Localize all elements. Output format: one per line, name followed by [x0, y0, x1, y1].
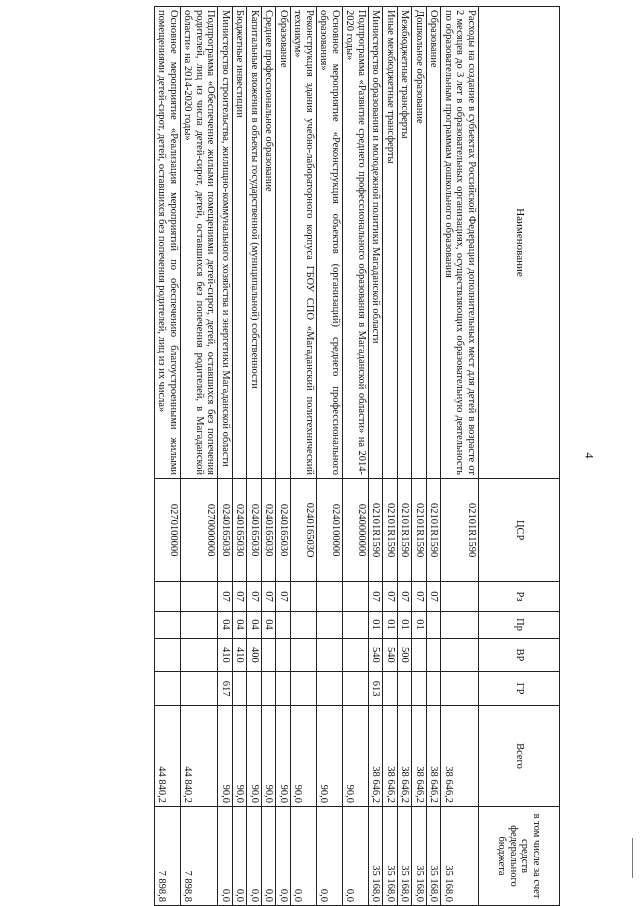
table-row	[262, 7, 277, 906]
cell-vr	[427, 638, 442, 672]
cell-csr: 0270100000	[155, 478, 181, 581]
cell-csr: 0240165030	[218, 478, 233, 581]
cell-csr: 0240100000	[317, 478, 343, 581]
cell-rz	[343, 582, 369, 611]
cell-gr	[383, 672, 398, 706]
cell-federal: 0,0	[247, 807, 262, 906]
cell-name: Реконструкция здания учебно-лабораторного корпуса ГБОУ СПО «Магаданский политехнический техникум»	[291, 7, 317, 479]
cell-federal: 35 168,0	[383, 807, 398, 906]
table-row	[317, 7, 343, 906]
cell-csr: 024016503О	[291, 478, 317, 581]
cell-csr: 02101R1590	[441, 478, 479, 581]
header-total: Всего	[479, 705, 560, 806]
cell-rz	[291, 582, 317, 611]
cell-pr	[343, 611, 369, 638]
header-federal: в том числе за счет средств федерального бюджета	[479, 807, 560, 906]
header-rz: Рз	[479, 582, 560, 611]
cell-total: 38 646,2	[412, 705, 427, 806]
cell-pr: 01	[398, 611, 413, 638]
page-number: 4	[582, 452, 597, 459]
cell-rz: 07	[233, 582, 248, 611]
cell-vr	[276, 638, 291, 672]
cell-vr: 400	[247, 638, 262, 672]
cell-pr	[441, 611, 479, 638]
cell-gr: 617	[218, 672, 233, 706]
cell-total: 90,0	[317, 705, 343, 806]
cell-csr: 0240165030	[233, 478, 248, 581]
cell-federal: 7 898,8	[155, 807, 181, 906]
cell-csr: 0240165030	[247, 478, 262, 581]
cell-csr: 0240165030	[276, 478, 291, 581]
cell-name: Министерство строительства, жилищно-коммунального хозяйства и энергетики Магаданской области	[218, 7, 233, 479]
budget-table	[154, 6, 560, 906]
table-row	[427, 7, 442, 906]
header-pr: Пр	[479, 611, 560, 638]
table-row	[383, 7, 398, 906]
cell-csr: 0240000000	[343, 478, 369, 581]
cell-federal: 0,0	[218, 807, 233, 906]
cell-pr: 01	[412, 611, 427, 638]
cell-vr: 410	[218, 638, 233, 672]
cell-gr	[441, 672, 479, 706]
cell-vr	[343, 638, 369, 672]
table-row	[181, 7, 219, 906]
cell-pr	[291, 611, 317, 638]
cell-csr: 02101R1590	[369, 478, 384, 581]
cell-rz	[441, 582, 479, 611]
cell-csr: 02101R1590	[427, 478, 442, 581]
cell-federal: 0,0	[262, 807, 277, 906]
table-row	[398, 7, 413, 906]
cell-gr	[262, 672, 277, 706]
cell-total: 90,0	[233, 705, 248, 806]
table-row	[218, 7, 233, 906]
cell-gr	[343, 672, 369, 706]
cell-total: 44 840,2	[181, 705, 219, 806]
cell-gr	[398, 672, 413, 706]
cell-vr	[441, 638, 479, 672]
cell-federal: 0,0	[343, 807, 369, 906]
cell-gr	[276, 672, 291, 706]
cell-gr	[181, 672, 219, 706]
cell-total: 90,0	[247, 705, 262, 806]
table-row	[412, 7, 427, 906]
cell-total: 90,0	[343, 705, 369, 806]
cell-name: Дошкольное образование	[412, 7, 427, 479]
cell-total: 38 646,2	[441, 705, 479, 806]
cell-pr	[181, 611, 219, 638]
cell-pr: 04	[218, 611, 233, 638]
cell-pr	[427, 611, 442, 638]
cell-federal: 7 898,8	[181, 807, 219, 906]
table-row	[291, 7, 317, 906]
table-row	[343, 7, 369, 906]
cell-name: Среднее профессиональное образование	[262, 7, 277, 479]
cell-federal: 35 168,0	[398, 807, 413, 906]
cell-rz	[155, 582, 181, 611]
cell-name: Капитальные вложения в объекты государственной (муниципальной) собственности	[247, 7, 262, 479]
cell-total: 38 646,2	[427, 705, 442, 806]
cell-rz: 07	[412, 582, 427, 611]
header-name: Наименование	[479, 7, 560, 479]
header-vr: ВР	[479, 638, 560, 672]
cell-gr	[247, 672, 262, 706]
cell-vr	[412, 638, 427, 672]
scan-edge-line	[632, 838, 633, 878]
cell-vr	[181, 638, 219, 672]
header-csr: ЦСР	[479, 478, 560, 581]
cell-federal: 35 168,0	[441, 807, 479, 906]
cell-rz	[317, 582, 343, 611]
cell-total: 90,0	[276, 705, 291, 806]
cell-rz: 07	[247, 582, 262, 611]
table-body	[155, 7, 479, 906]
cell-name: Бюджетные инвестиции	[233, 7, 248, 479]
cell-name: Министерство образования и молодежной политики Магаданской области	[369, 7, 384, 479]
table-header-row	[479, 7, 560, 906]
table-row	[247, 7, 262, 906]
cell-federal: 35 168,0	[369, 807, 384, 906]
cell-pr: 04	[247, 611, 262, 638]
cell-name: Основное мероприятие «Реконструкция объектов (организаций) среднего профессионального образования»	[317, 7, 343, 479]
table-row	[276, 7, 291, 906]
cell-rz: 07	[398, 582, 413, 611]
table-row	[233, 7, 248, 906]
cell-name: Образование	[427, 7, 442, 479]
cell-pr: 04	[262, 611, 277, 638]
budget-table-wrapper	[30, 6, 560, 906]
cell-vr	[262, 638, 277, 672]
cell-vr	[155, 638, 181, 672]
cell-vr: 540	[369, 638, 384, 672]
cell-name: Иные межбюджетные трансферты	[383, 7, 398, 479]
cell-name: Расходы на создание в субъектах Российской Федерации дополнительных мест для детей в возрасте от 2 месяцев до 3 лет в образовательных организациях, осуществляющих образовательную деятельность по образовательным программам дошкольного образования	[441, 7, 479, 479]
cell-pr	[276, 611, 291, 638]
cell-csr: 0240165030	[262, 478, 277, 581]
cell-gr	[291, 672, 317, 706]
cell-total: 44 840,2	[155, 705, 181, 806]
cell-gr	[317, 672, 343, 706]
cell-pr	[317, 611, 343, 638]
cell-federal: 0,0	[291, 807, 317, 906]
cell-rz: 07	[218, 582, 233, 611]
cell-csr: 0270000000	[181, 478, 219, 581]
cell-total: 38 646,2	[398, 705, 413, 806]
cell-pr: 01	[369, 611, 384, 638]
cell-total: 38 646,2	[383, 705, 398, 806]
cell-name: Образование	[276, 7, 291, 479]
cell-pr	[155, 611, 181, 638]
cell-federal: 0,0	[276, 807, 291, 906]
cell-vr: 500	[398, 638, 413, 672]
cell-name: Подпрограмма «Развитие среднего профессионального образования в Магаданской области» на 2014-2020 годы»	[343, 7, 369, 479]
cell-total: 90,0	[291, 705, 317, 806]
cell-rz: 07	[276, 582, 291, 611]
cell-name: Межбюджетные трансферты	[398, 7, 413, 479]
cell-total: 90,0	[218, 705, 233, 806]
cell-gr	[155, 672, 181, 706]
cell-csr: 02101R1590	[383, 478, 398, 581]
cell-gr: 613	[369, 672, 384, 706]
cell-csr: 02101R1590	[412, 478, 427, 581]
header-gr: ГР	[479, 672, 560, 706]
cell-csr: 02101R1590	[398, 478, 413, 581]
cell-gr	[233, 672, 248, 706]
cell-vr: 410	[233, 638, 248, 672]
cell-rz: 07	[427, 582, 442, 611]
table-row	[441, 7, 479, 906]
cell-total: 38 646,2	[369, 705, 384, 806]
cell-vr	[291, 638, 317, 672]
cell-rz: 07	[369, 582, 384, 611]
cell-total: 90,0	[262, 705, 277, 806]
cell-gr	[412, 672, 427, 706]
cell-federal: 0,0	[233, 807, 248, 906]
cell-federal: 0,0	[317, 807, 343, 906]
cell-gr	[427, 672, 442, 706]
cell-name: Подпрограмма «Обеспечение жилыми помещениями детей-сирот, детей, оставшихся без попечения родителей, лиц из числа детей-сирот, детей, оставшихся без попечения родителей, в Магаданской области» на 2014-2020 годы»	[181, 7, 219, 479]
cell-rz	[181, 582, 219, 611]
cell-pr: 01	[383, 611, 398, 638]
cell-federal: 35 168,0	[427, 807, 442, 906]
cell-name: Основное мероприятие «Реализация мероприятий по обеспечению благоустроенными жилыми помещениями детей-сирот, детей, оставшихся без попечения родителей, лиц из их числа»	[155, 7, 181, 479]
cell-rz: 07	[383, 582, 398, 611]
table-row	[369, 7, 384, 906]
cell-rz: 07	[262, 582, 277, 611]
cell-vr	[317, 638, 343, 672]
cell-vr: 540	[383, 638, 398, 672]
cell-pr: 04	[233, 611, 248, 638]
table-row	[155, 7, 181, 906]
cell-federal: 35 168,0	[412, 807, 427, 906]
